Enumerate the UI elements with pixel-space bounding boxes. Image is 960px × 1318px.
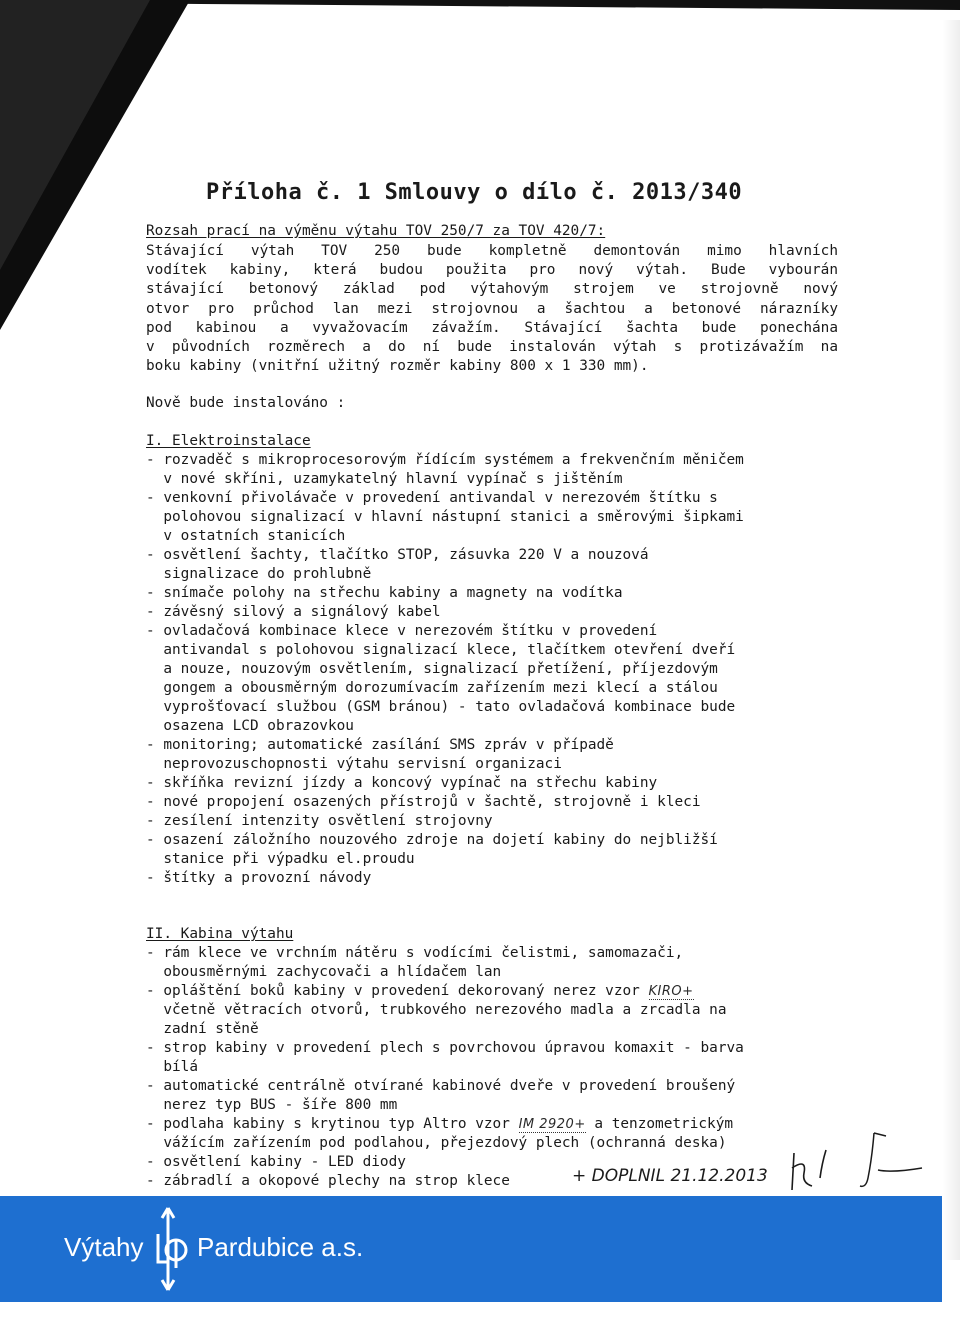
list-item: neprovozuschopnosti výtahu servisní organizaci [146, 756, 562, 772]
list-item: - snímače polohy na střechu kabiny a magnety na vodítka [146, 585, 623, 601]
list-item: - zesílení intenzity osvětlení strojovny [146, 813, 493, 829]
list-item: - rám klece ve vrchním nátěru s vodícími čelistmi, samomazači, [146, 945, 684, 961]
list-item: včetně větracích otvorů, trubkového nerezového madla a zrcadla na [146, 1002, 727, 1018]
list-item: - ovladačová kombinace klece v nerezovém štítku v provedení [146, 623, 658, 639]
list-item: vyprošťovací službou (GSM bránou) - tato ovladačová kombinace bude [146, 699, 736, 715]
list-item: gongem a obousměrným dorozumívacím zařízením mezi klecí a stálou [146, 680, 718, 696]
intro-line: pod kabinou a vyvažovacím závažím. Stávající šachta bude ponechána [146, 319, 838, 336]
list-item: zadní stěně [146, 1021, 259, 1037]
scan-shadow [942, 20, 960, 1260]
intro-line: vodítek kabiny, která budou použita pro nový výtah. Bude vybourán [146, 262, 838, 279]
company-logo-icon [142, 1204, 194, 1294]
company-name-left: Výtahy [64, 1232, 144, 1262]
list-item: - osvětlení kabiny - LED diody [146, 1154, 406, 1170]
company-name-right: Pardubice a.s. [197, 1232, 364, 1262]
newly-installed-label: Nově bude instalováno : [146, 395, 346, 411]
intro-line: boku kabiny (vnitřní užitný rozměr kabiny 800 x 1 330 mm). [146, 358, 649, 375]
section1-list [146, 451, 744, 888]
list-item [146, 982, 694, 1001]
handwritten-pattern: IM 2920+ [518, 1117, 586, 1132]
list-item: osazena LCD obrazovkou [146, 718, 354, 734]
list-item: - skříňka revizní jízdy a koncový vypínač na střechu kabiny [146, 775, 658, 791]
list-item: v nové skříni, uzamykatelný hlavní vypínač s jištěním [146, 471, 623, 487]
intro-paragraph [146, 242, 838, 376]
handwritten-pattern: KIRO+ [648, 984, 694, 999]
list-item: bílá [146, 1059, 198, 1075]
handwritten-note: + DOPLNIL 21.12.2013 [572, 1166, 768, 1186]
list-item: - monitoring; automatické zasílání SMS zpráv v případě [146, 737, 614, 753]
intro-line: stávající betonový základ pod výtahovým strojem ve strojovně nový [146, 281, 838, 298]
list-item: antivandal s polohovou signalizací klece, tlačítkem otevření dveří [146, 642, 736, 658]
section1-title: I. Elektroinstalace [146, 433, 311, 449]
list-item-text: - podlaha kabiny s krytinou typ Altro vzor [146, 1116, 510, 1132]
intro-line: v původních rozměrech a do ní bude instalován výtah s protizávažím na [146, 338, 838, 355]
intro-line: Stávající výtah TOV 250 bude kompletně demontován mimo hlavních [146, 243, 838, 259]
section2-title: II. Kabina výtahu [146, 926, 294, 942]
list-item: stanice při výpadku el.proudu [146, 851, 415, 867]
list-item-text: - opláštění boků kabiny v provedení dekorovaný nerez vzor [146, 983, 640, 999]
list-item: v ostatních stanicích [146, 528, 346, 544]
list-item [146, 1115, 733, 1134]
list-item: polohovou signalizací v hlavní nástupní stanici a směrovými šipkami [146, 509, 744, 525]
list-item: - osvětlení šachty, tlačítko STOP, zásuvka 220 V a nouzová [146, 547, 649, 563]
list-item: a nouze, nouzovým osvětlením, signalizací přetížení, příjezdovým [146, 661, 718, 677]
list-item: - automatické centrálně otvírané kabinové dveře v provedení broušený [146, 1078, 736, 1094]
list-item: - zábradlí a okopové plechy na strop klece [146, 1173, 510, 1189]
list-item: - venkovní přivolávače v provedení antivandal v nerezovém štítku s [146, 490, 718, 506]
list-item: - osazení záložního nouzového zdroje na dojetí kabiny do nejbližší [146, 832, 718, 848]
page-title: Příloha č. 1 Smlouvy o dílo č. 2013/340 [206, 180, 743, 205]
signature [782, 1128, 932, 1198]
list-item: - rozvaděč s mikroprocesorovým řídícím systémem a frekvenčním měničem [146, 452, 744, 468]
list-item: obousměrnými zachycovači a hlídačem lan [146, 964, 502, 980]
list-item: - strop kabiny v provedení plech s povrchovou úpravou komaxit - barva [146, 1040, 744, 1056]
intro-line: otvor pro průchod lan mezi strojovnou a šachtou a betonové nárazníky [146, 300, 838, 317]
list-item: nerez typ BUS - šíře 800 mm [146, 1097, 398, 1113]
list-item-text: a tenzometrickým [594, 1116, 734, 1132]
company-footer-banner [0, 1196, 942, 1302]
list-item: signalizace do prohlubně [146, 566, 372, 582]
list-item: - nové propojení osazených přístrojů v šachtě, strojovně i kleci [146, 794, 701, 810]
list-item: - štítky a provozní návody [146, 870, 372, 886]
scope-heading: Rozsah prací na výměnu výtahu TOV 250/7 za TOV 420/7: [146, 223, 606, 239]
list-item: - závěsný silový a signálový kabel [146, 604, 441, 620]
list-item: vážícím zařízením pod podlahou, přejezdový plech (ochranná deska) [146, 1135, 727, 1151]
